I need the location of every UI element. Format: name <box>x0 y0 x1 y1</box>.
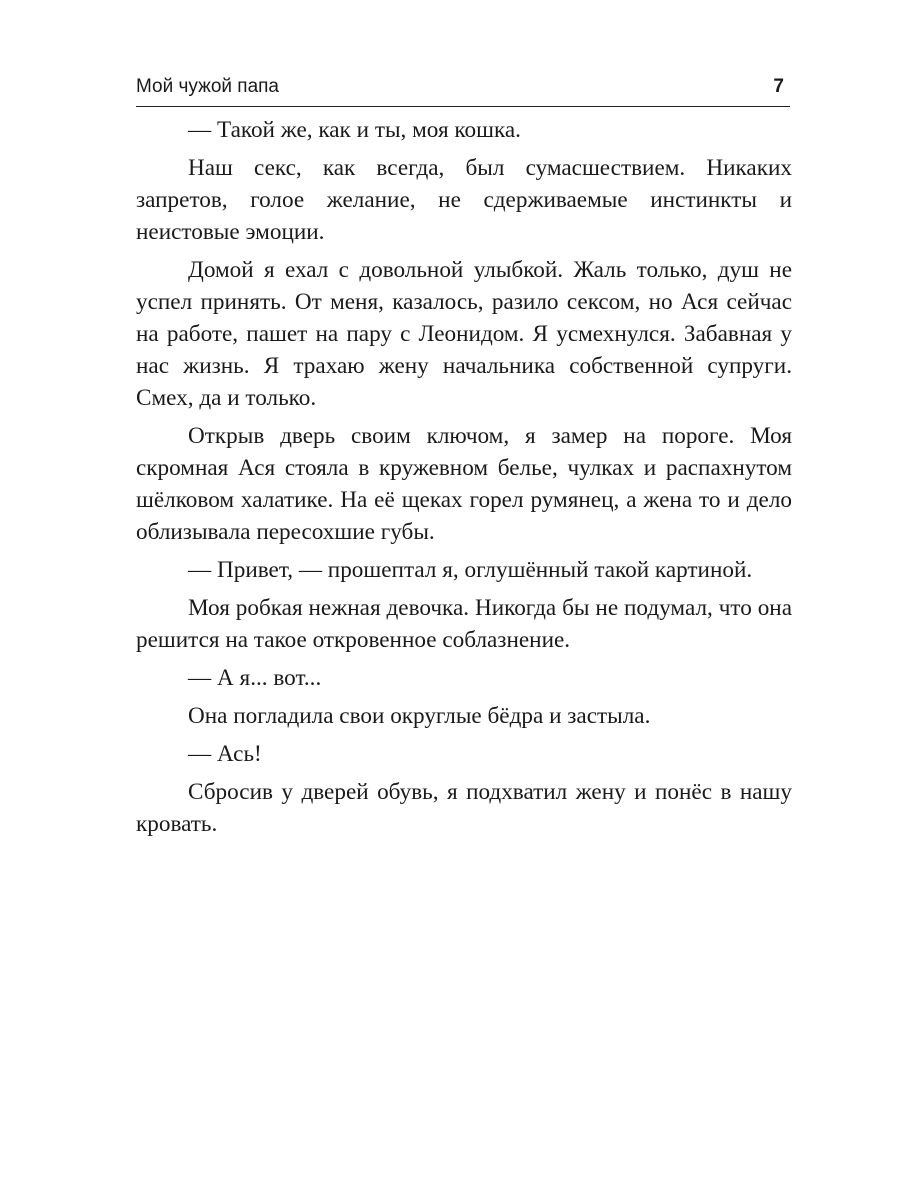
header-divider <box>136 106 790 107</box>
paragraph: Наш секс, как всегда, был сумасшествием. Никаких запретов, голое желание, не сдерживаемые инстинкты и неистовые эмоции. <box>136 155 792 245</box>
paragraph: — А я... вот... <box>188 665 322 691</box>
paragraph: — Привет, — прошептал я, оглушённый такой картиной. <box>188 557 753 583</box>
paragraph: — Ась! <box>188 741 262 767</box>
paragraph: Моя робкая нежная девочка. Никогда бы не подумал, что она решится на такое откровенное соблазнение. <box>136 595 792 653</box>
paragraph: Она погладила свои округлые бёдра и застыла. <box>188 703 651 729</box>
book-title: Мой чужой папа <box>136 76 279 97</box>
paragraph: Открыв дверь своим ключом, я замер на пороге. Моя скромная Ася стояла в кружевном белье, чулках и распахнутом шёлковом халатике. На её щеках горел румянец, а жена то и дело облизывала пересохшие губы. <box>136 423 792 545</box>
paragraph: Домой я ехал с довольной улыбкой. Жаль только, душ не успел принять. От меня, казалось, разило сексом, но Ася сейчас на работе, пашет на пару с Леонидом. Я усмехнулся. Забавная у нас жизнь. Я трахаю жену начальника собственной супруги. Смех, да и только. <box>136 257 792 411</box>
paragraph: Сбросив у дверей обувь, я подхватил жену и понёс в нашу кровать. <box>136 779 792 837</box>
paragraph: — Такой же, как и ты, моя кошка. <box>188 117 521 143</box>
page-number: 7 <box>773 76 784 97</box>
running-header <box>136 74 790 104</box>
page-body <box>136 114 792 846</box>
